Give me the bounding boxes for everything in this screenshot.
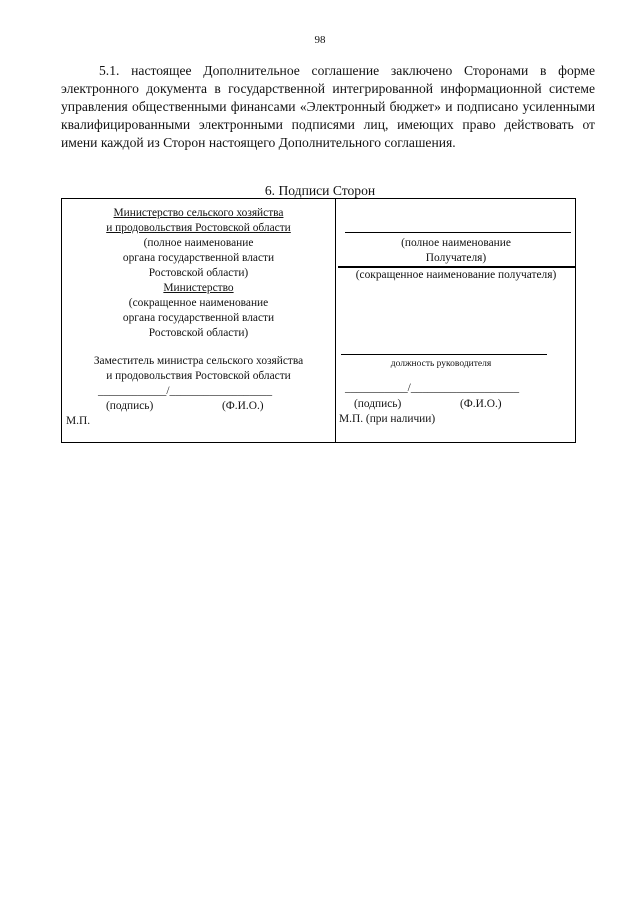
left-org-line2: и продовольствия Ростовской области <box>106 222 291 234</box>
left-short-name-hint-1: (сокращенное наименование <box>128 297 269 309</box>
right-full-name-hint-1: (полное наименование <box>401 237 511 249</box>
right-position-hint: должность руководителя <box>390 359 492 369</box>
left-position-line2: и продовольствия Ростовской области <box>106 370 291 382</box>
right-full-name-line <box>345 232 571 233</box>
right-stamp: М.П. (при наличии) <box>339 413 436 425</box>
right-signature-line: ___________/___________________ <box>345 382 520 394</box>
left-position-line1: Заместитель министра сельского хозяйства <box>93 355 304 367</box>
left-org-line1: Министерство сельского хозяйства <box>113 207 284 219</box>
left-full-name-hint-1: (полное наименование <box>143 237 254 249</box>
left-stamp: М.П. <box>66 415 91 427</box>
right-short-name-hint: (сокращенное наименование получателя) <box>355 269 557 281</box>
page-number: 98 <box>314 34 326 46</box>
left-signature-line: ____________/__________________ <box>98 385 273 397</box>
left-sign-label: (подпись) <box>106 400 154 412</box>
left-short-name-hint-2: органа государственной власти <box>122 312 275 324</box>
right-sign-label: (подпись) <box>354 398 402 410</box>
left-short-name: Министерство <box>163 282 234 294</box>
agreement-paragraph: 5.1. настоящее Дополнительное соглашение заключено Сторонами в форме электронного документа в государственной интегрированной информационной системе управления общественными финансами «Электронный бюджет» и подписано усиленными квалифицированными электронными подписями лиц, имеющих право действовать от имени каждой из Сторон настоящего Дополнительного соглашения. <box>61 63 595 150</box>
section-title: 6. Подписи Сторон <box>264 183 376 198</box>
left-short-name-hint-3: Ростовской области) <box>148 327 249 339</box>
right-full-name-hint-2: Получателя) <box>425 252 487 264</box>
right-fio-label: (Ф.И.О.) <box>460 398 502 410</box>
left-fio-label: (Ф.И.О.) <box>222 400 264 412</box>
left-full-name-hint-2: органа государственной власти <box>122 252 275 264</box>
right-position-line <box>341 354 547 355</box>
left-full-name-hint-3: Ростовской области) <box>148 267 249 279</box>
signatures-table <box>61 198 576 443</box>
